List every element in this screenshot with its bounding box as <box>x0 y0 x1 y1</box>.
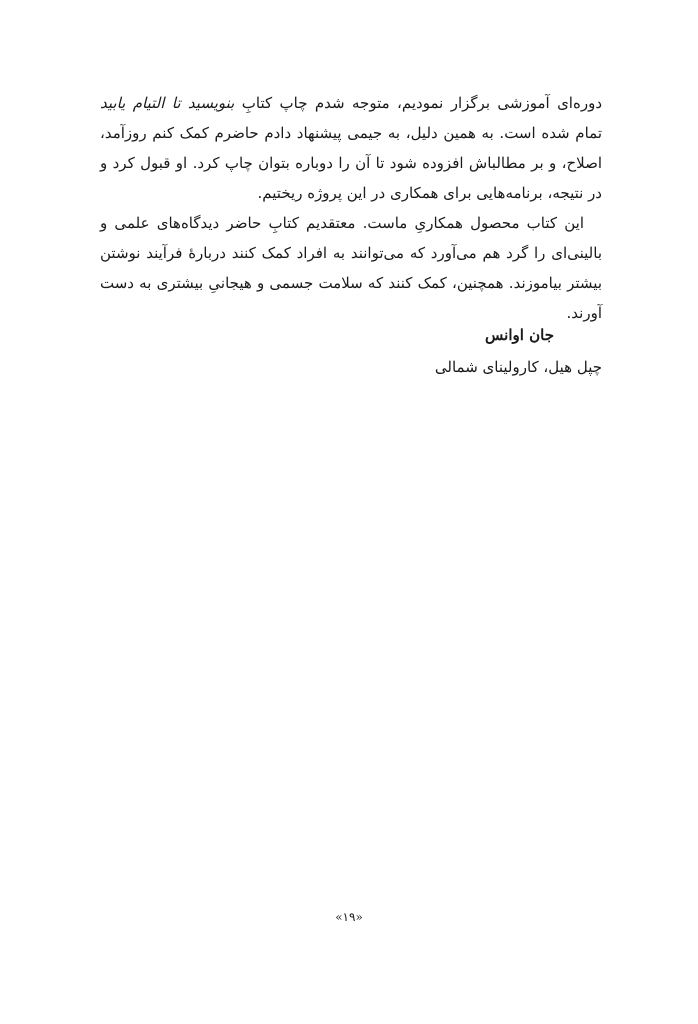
body-text <box>100 88 602 328</box>
paragraph-2-segment-1: این کتاب محصول همکاریِ ماست. معتقدیم کتابِ حاضر دیدگاه‌های علمی و بالینی‌ای را گرد هم می‌آورد که می‌توانند به افراد کمک کنند دربارهٔ فرآیند نوشتن بیشتر بیاموزند. همچنین، کمک کنند که سلامت جسمی و هیجانیِ بیشتری به دست آورند. <box>100 214 602 322</box>
paragraph-1 <box>100 88 602 208</box>
paragraph-1-segment-1: دوره‌ای آموزشی برگزار نمودیم، متوجه شدم چاپ کتابِ <box>234 94 602 112</box>
author-location: چپل هیل، کارولینای شمالی <box>434 358 602 376</box>
paragraph-2 <box>100 208 602 328</box>
signature-block <box>342 320 602 382</box>
author-name: جان اوانس <box>485 326 554 344</box>
book-title: بنویسید تا التیام یابید <box>100 94 235 112</box>
page-number: «۱۹» <box>335 910 363 924</box>
paragraph-1-segment-3: تمام شده است. به همین دلیل، به جیمی پیشنهاد دادم حاضرم کمک کنم روزآمد، اصلاح، و بر مطالباش افزوده شود تا آن را دوباره بتوان چاپ کرد. او قبول کرد و در نتیجه، برنامه‌هایی برای همکاری در این پروژه ریختیم. <box>100 124 602 202</box>
